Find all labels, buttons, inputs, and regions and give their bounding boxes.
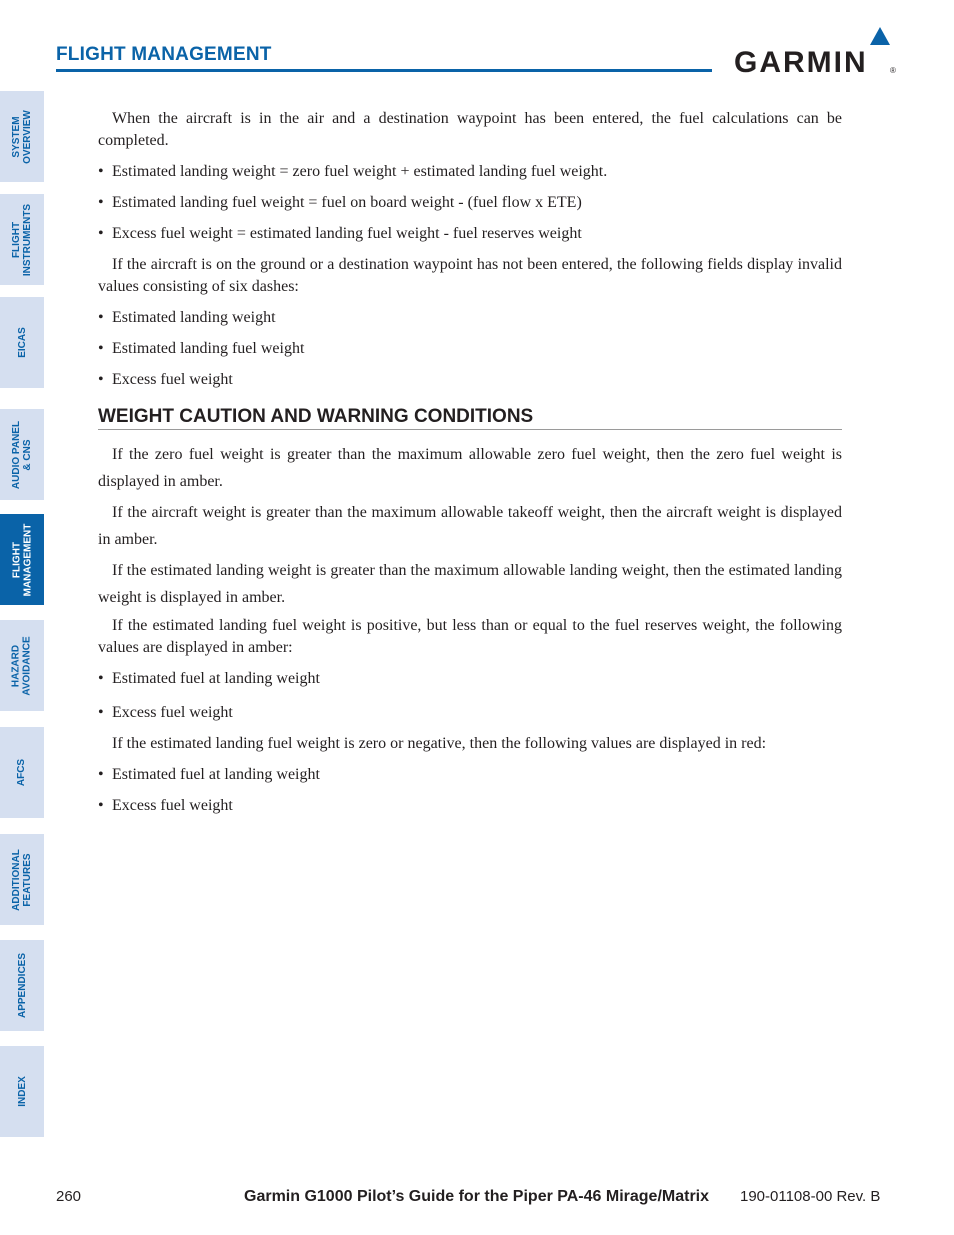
tab-appendices[interactable]	[0, 940, 44, 1031]
page-content	[98, 108, 842, 817]
list-item	[98, 795, 842, 817]
header-rule	[56, 69, 712, 72]
tab-system-overview[interactable]	[0, 91, 44, 182]
section-heading: WEIGHT CAUTION AND WARNING CONDITIONS	[98, 406, 842, 430]
bullet: •	[98, 670, 104, 687]
red-paragraph: If the estimated landing fuel weight is zero or negative, then the following values are displayed in red:	[112, 735, 767, 752]
list-item-text: Estimated fuel at landing weight	[112, 670, 320, 687]
tab-label: ADDITIONAL FEATURES	[11, 848, 34, 911]
tab-label: FLIGHT MANAGEMENT	[11, 523, 33, 596]
registered-mark: ®	[890, 66, 896, 75]
bullet: •	[98, 704, 104, 721]
list-item	[98, 338, 842, 360]
landing-paragraph: If the estimated landing weight is greater than the maximum allowable landing weight, then the estimated landing weight is displayed in amber.	[98, 562, 842, 606]
tab-label: APPENDICES	[16, 952, 28, 1019]
list-item	[98, 369, 842, 391]
tab-additional-features[interactable]	[0, 834, 44, 925]
list-item	[98, 668, 842, 690]
list-item	[98, 223, 842, 245]
tab-label: EICAS	[16, 327, 28, 358]
tab-index[interactable]	[0, 1046, 44, 1137]
list-item-text: Excess fuel weight	[112, 704, 233, 721]
guide-title: Garmin G1000 Pilot’s Guide for the Piper PA-46 Mirage/Matrix	[244, 1188, 710, 1205]
intro-paragraph: When the aircraft is in the air and a destination waypoint has been entered, the fuel calculations can be completed.	[98, 110, 842, 149]
takeoff-paragraph: If the aircraft weight is greater than the maximum allowable takeoff weight, then the aircraft weight is displayed in amber.	[98, 504, 842, 548]
section-title: FLIGHT MANAGEMENT	[56, 44, 272, 65]
tab-label: FLIGHT INSTRUMENTS	[11, 203, 34, 276]
tab-flight-management[interactable]	[0, 514, 44, 605]
bullet: •	[98, 766, 104, 783]
bullet: •	[98, 309, 104, 326]
garmin-logo: GARMIN	[734, 46, 868, 79]
tab-label: INDEX	[16, 1076, 28, 1107]
list-item	[98, 307, 842, 329]
tab-label: AFCS	[16, 758, 28, 787]
tab-flight-instruments[interactable]	[0, 194, 44, 285]
tab-audio-panel-cns[interactable]	[0, 409, 44, 500]
list-item	[98, 702, 842, 724]
list-item-text: Estimated landing weight	[112, 309, 276, 326]
list-item-text: Estimated fuel at landing weight	[112, 766, 320, 783]
tab-hazard-avoidance[interactable]	[0, 620, 44, 711]
tab-label: HAZARD AVOIDANCE	[11, 635, 34, 696]
list-item-text: Estimated landing fuel weight = fuel on board weight - (fuel flow x ETE)	[112, 194, 582, 211]
bullet: •	[98, 797, 104, 814]
list-item-text: Excess fuel weight = estimated landing fuel weight - fuel reserves weight	[112, 225, 582, 242]
page-number: 260	[56, 1188, 82, 1205]
ground-paragraph: If the aircraft is on the ground or a destination waypoint has not been entered, the following fields display invalid values consisting of six dashes:	[98, 256, 842, 295]
bullet: •	[98, 225, 104, 242]
tab-eicas[interactable]	[0, 297, 44, 388]
list-item	[98, 764, 842, 786]
bullet: •	[98, 163, 104, 180]
list-item-text: Excess fuel weight	[112, 371, 233, 388]
tab-label: AUDIO PANEL & CNS	[11, 420, 33, 489]
zero-fuel-paragraph: If the zero fuel weight is greater than the maximum allowable zero fuel weight, then the zero fuel weight is displayed in amber.	[98, 446, 842, 490]
list-item	[98, 192, 842, 214]
bullet: •	[98, 340, 104, 357]
tab-label: SYSTEM OVERVIEW	[11, 109, 33, 164]
list-item-text: Estimated landing weight = zero fuel weight + estimated landing fuel weight.	[112, 163, 608, 180]
list-item-text: Estimated landing fuel weight	[112, 340, 305, 357]
bullet: •	[98, 371, 104, 388]
tab-afcs[interactable]	[0, 727, 44, 818]
reserves-paragraph: If the estimated landing fuel weight is positive, but less than or equal to the fuel reserves weight, the following values are displayed in amber:	[98, 617, 842, 656]
bullet: •	[98, 194, 104, 211]
garmin-triangle-icon	[870, 27, 890, 45]
list-item	[98, 161, 842, 183]
document-number: 190-01108-00 Rev. B	[740, 1188, 881, 1205]
list-item-text: Excess fuel weight	[112, 797, 233, 814]
